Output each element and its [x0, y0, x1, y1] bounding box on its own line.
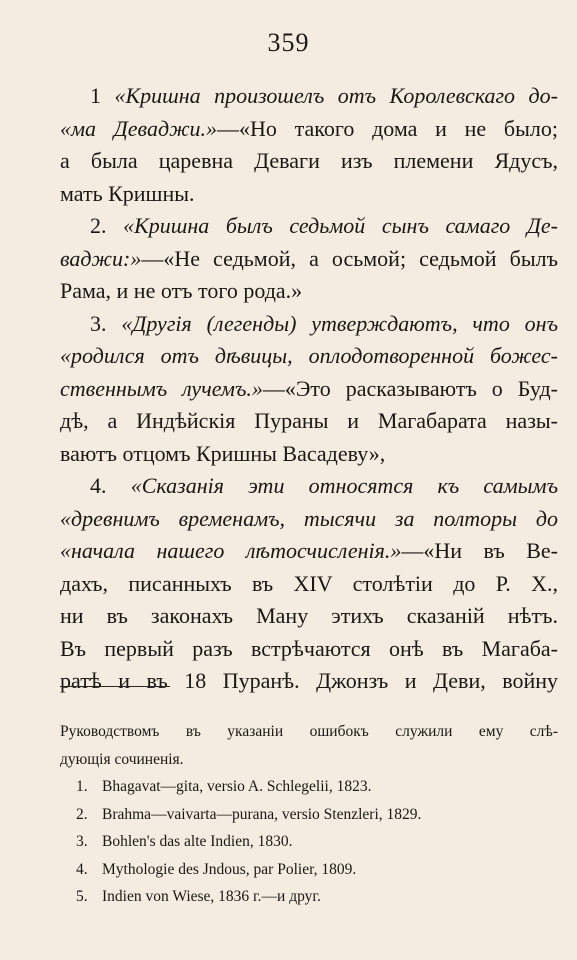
footnote-text: Bohlen's das alte Indien, 1830. [102, 833, 293, 850]
text-line [60, 503, 558, 536]
footnote-number: 3. [76, 833, 88, 850]
text-segment: —«Но такого дома и не было; [217, 115, 558, 141]
italic-quote-segment: «Другія (легенды) утверждаютъ, что онъ [121, 310, 558, 336]
italic-quote-segment: «Кришна произошелъ отъ Королевскаго до- [114, 83, 558, 108]
footnote-text: Bhagavat—gita, versio A. Schlegelii, 1823. [102, 778, 372, 795]
text-line [60, 243, 558, 276]
text-segment: Рама, и не отъ того рода.» [60, 278, 303, 303]
text-line [60, 178, 558, 211]
text-line [60, 275, 558, 308]
text-segment: 2. [90, 213, 124, 238]
text-segment: —«Это расказываютъ о Буд- [262, 375, 558, 401]
text-line [60, 145, 558, 178]
text-line [60, 438, 558, 471]
italic-quote-segment: «родился отъ дѣвицы, оплодотворенной божес- [60, 343, 558, 368]
footnote-item [60, 801, 558, 829]
footnotes [60, 718, 558, 911]
footnote-item [60, 883, 558, 911]
italic-quote-segment: «начала нашего лѣтосчисленія.» [60, 538, 402, 563]
footnote-text: Indien von Wiese, 1836 г.—и друг. [102, 888, 321, 905]
text-segment: 3. [90, 310, 122, 336]
text-segment: дѣ, а Индѣйскія Пураны и Магабарата назы- [60, 408, 558, 433]
italic-quote-segment: «Сказанія эти относятся къ самымъ [130, 473, 558, 498]
text-segment: 1 [90, 83, 115, 108]
italic-quote-segment: ваджи:» [60, 245, 142, 271]
text-segment: Въ первый разъ встрѣчаются онѣ въ Магаба- [60, 635, 558, 661]
text-line [60, 535, 558, 568]
text-segment: ратѣ и въ 18 Пуранѣ. Джонзъ и Деви, войну [60, 668, 558, 693]
footnote-number: 2. [76, 805, 88, 823]
footnote-number: 5. [76, 888, 88, 905]
footnote-text: Brahma—vaivarta—purana, versio Stenzleri, 1829. [102, 805, 422, 823]
text-line [60, 210, 558, 243]
text-segment: мать Кришны. [60, 180, 195, 206]
text-segment: 4. [90, 473, 131, 498]
text-line [60, 600, 558, 633]
text-line [60, 80, 558, 113]
text-line [60, 340, 558, 373]
text-line [60, 405, 558, 438]
text-segment: —«Ни въ Ве- [401, 538, 558, 563]
text-line [60, 113, 558, 146]
footnote-number: 1. [76, 778, 88, 795]
text-segment: —«Не седьмой, а осьмой; седьмой былъ [141, 245, 558, 271]
text-segment: ни въ законахъ Ману этихъ сказаній нѣтъ. [60, 603, 558, 628]
italic-quote-segment: «Кришна былъ седьмой сынъ самаго Де- [123, 213, 558, 238]
page-number: 359 [267, 28, 310, 57]
body-text [60, 80, 558, 698]
text-line [60, 665, 558, 698]
text-segment: а была царевна Деваги изъ племени Ядусъ, [60, 148, 558, 173]
footnote-divider [60, 686, 170, 687]
italic-quote-segment: «древнимъ временамъ, тысячи за полторы до [60, 505, 558, 531]
text-line [60, 373, 558, 406]
footnote-intro-line: Руководствомъ въ указаніи ошибокъ служили ему слѣ- [60, 723, 558, 740]
text-segment: дахъ, писанныхъ въ XIV столѣтіи до Р. Х., [60, 570, 558, 596]
text-line [60, 308, 558, 341]
text-line [60, 568, 558, 601]
footnote-number: 4. [76, 860, 88, 878]
footnote-text: Mythologie des Jndous, par Polier, 1809. [102, 860, 357, 878]
text-line [60, 470, 558, 503]
footnote-item [60, 828, 558, 856]
italic-quote-segment: ственнымъ лучемъ.» [60, 375, 263, 401]
footnote-item [60, 773, 558, 801]
italic-quote-segment: «ма Деваджи.» [60, 115, 218, 141]
text-segment: ваютъ отцомъ Кришны Васадеву», [60, 440, 386, 466]
text-line [60, 633, 558, 666]
footnote-intro-line: дующія сочиненія. [60, 750, 184, 768]
footnote-item [60, 856, 558, 884]
